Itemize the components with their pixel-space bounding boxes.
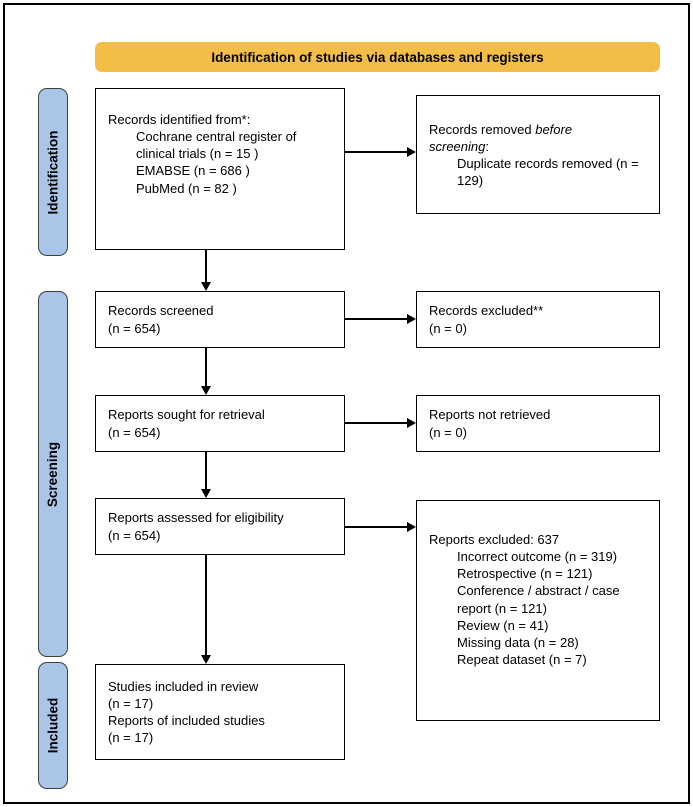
reports-excluded-title: Reports excluded: 637: [429, 532, 560, 547]
arrow-down-sought-to-assessed: [205, 452, 207, 489]
reports-assessed-line2: (n = 654): [108, 527, 161, 543]
records-screened-line1: Records screened: [108, 303, 214, 319]
records-identified-item: PubMed (n = 82 ): [136, 180, 237, 196]
records-removed-item: Duplicate records removed (n = 129): [457, 156, 639, 189]
reports-excluded-item: Incorrect outcome (n = 319): [457, 549, 618, 565]
records-excluded-line1: Records excluded**: [429, 303, 544, 319]
stage-included: [38, 662, 68, 789]
records-screened-box: [95, 291, 345, 348]
records-identified-item: Cochrane central register of clinical trials (n = 15 ): [136, 129, 297, 162]
arrow-right-assessed-to-excluded: [345, 526, 407, 528]
reports-assessed-line1: Reports assessed for eligibility: [108, 510, 284, 526]
records-removed-title: [429, 121, 591, 155]
reports-sought-line1: Reports sought for retrieval: [108, 407, 265, 423]
reports-not-retrieved-box: [416, 395, 660, 452]
arrow-right-identified-to-removed: [345, 151, 407, 153]
reports-sought-line2: (n = 654): [108, 424, 161, 440]
reports-excluded-item: Repeat dataset (n = 7): [457, 652, 587, 668]
reports-excluded-item: Missing data (n = 28): [457, 634, 579, 650]
records-removed-title-prefix: Records removed: [429, 122, 536, 137]
records-identified-title: Records identified from*:: [108, 112, 251, 127]
arrow-down-screened-to-sought: [205, 348, 207, 386]
records-excluded-line2: (n = 0): [429, 320, 467, 336]
records-removed-title-italic: before screening: [429, 122, 573, 155]
stage-included-label: Included: [45, 697, 61, 754]
arrow-down-assessed-to-included: [205, 555, 207, 655]
records-removed-box: [416, 95, 660, 214]
reports-excluded-item: Review (n = 41): [457, 617, 549, 633]
reports-assessed-box: [95, 498, 345, 555]
banner: [95, 42, 660, 72]
reports-excluded-item: Retrospective (n = 121): [457, 566, 593, 582]
stage-screening: [38, 291, 68, 657]
records-screened-line2: (n = 654): [108, 320, 161, 336]
records-excluded-box: [416, 291, 660, 348]
reports-not-retrieved-line1: Reports not retrieved: [429, 407, 551, 423]
arrow-right-screened-to-excluded: [345, 318, 407, 320]
banner-title: Identification of studies via databases and registers: [211, 49, 544, 65]
studies-included-line2: (n = 17): [108, 695, 154, 711]
studies-included-line1: Studies included in review: [108, 678, 259, 694]
stage-identification: [38, 88, 68, 256]
reports-excluded-box: [416, 500, 660, 721]
studies-included-line4: (n = 17): [108, 730, 154, 746]
records-identified-box: [95, 88, 345, 250]
stage-identification-label: Identification: [45, 130, 61, 214]
records-removed-title-suffix: :: [485, 139, 489, 155]
studies-included-box: [95, 664, 345, 760]
arrow-right-sought-to-not-retrieved: [345, 422, 407, 424]
reports-excluded-item: Conference / abstract / case report (n = 121): [457, 583, 620, 616]
studies-included-line3: Reports of included studies: [108, 713, 265, 728]
records-identified-item: EMABSE (n = 686 ): [136, 163, 250, 179]
arrow-down-identified-to-screened: [205, 250, 207, 282]
reports-not-retrieved-line2: (n = 0): [429, 424, 467, 440]
stage-screening-label: Screening: [45, 441, 61, 507]
reports-sought-box: [95, 395, 345, 452]
